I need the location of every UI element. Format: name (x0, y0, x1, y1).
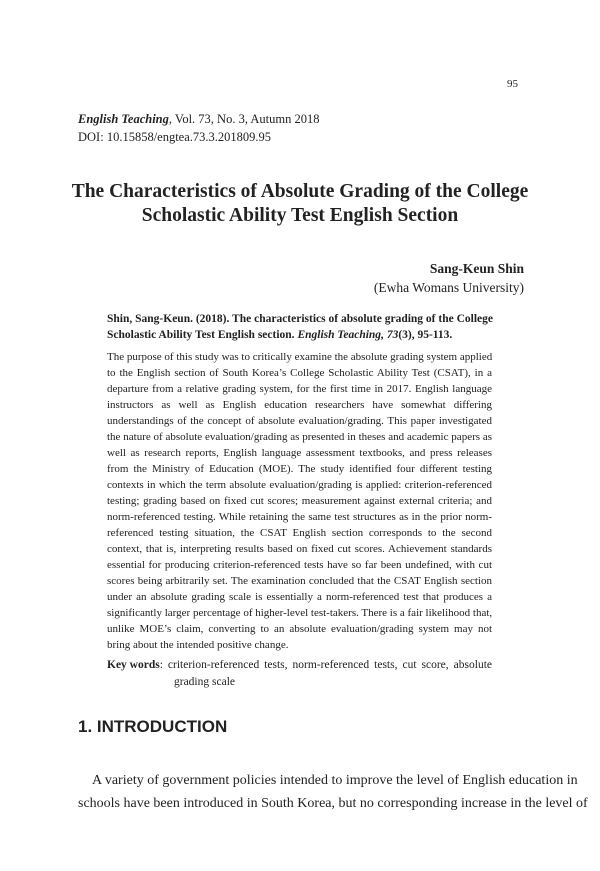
keywords-label: Key words (107, 659, 160, 671)
abstract-line: to the English section of South Korea’s College Scholastic Ability Test (CSAT), in a (107, 367, 492, 379)
author-affiliation: (Ewha Womans University) (373, 280, 524, 295)
keywords-row (107, 657, 492, 674)
abstract-line: unlike MOE’s claim, converting to an absolute evaluation/grading system may not (107, 623, 492, 635)
title-line: The Characteristics of Absolute Grading of the College (71, 181, 529, 202)
abstract-line: departure from a relative grading system, for the first time in 2017. English language (107, 383, 492, 395)
abstract-line: testing; grading based on fixed cut scores; measurement against external criteria; and (107, 495, 492, 507)
abstract-line: essential for producing criterion-referenced tests have so far been undefined, with cut (107, 559, 492, 571)
citation-journal: English Teaching (297, 329, 382, 341)
body-line: schools have been introduced in South Korea, but no corresponding increase in the level of (78, 796, 588, 811)
abstract-body (107, 349, 492, 653)
citation-issue-pages: (3), 95-113. (398, 329, 453, 341)
abstract (107, 311, 492, 653)
journal-volume-info: , Vol. 73, No. 3, Autumn 2018 (168, 112, 320, 126)
abstract-line: bring about the intended positive change. (107, 639, 289, 651)
abstract-line: context, that is, interpreting results based on fixed cut scores. Achievement standards (107, 543, 492, 555)
abstract-line: scores being arbitrarily set. The examination concluded that the CSAT English section (107, 575, 492, 587)
paper-title (60, 180, 540, 228)
citation-volume: , 73 (381, 329, 399, 341)
abstract-line: referenced testing situation, the CSAT English section corresponds to the second (107, 527, 492, 539)
citation-line (107, 327, 492, 343)
keywords-line: grading scale (174, 676, 235, 688)
abstract-line: contexts in which the term absolute evaluation/grading is applied: criterion-referenced (107, 479, 492, 491)
abstract-line: The purpose of this study was to critically examine the absolute grading system applied (107, 351, 493, 363)
abstract-line: under an absolute grading scale is essentially a norm-referenced test that produces a (107, 591, 492, 603)
citation-line: Shin, Sang-Keun. (2018). The characteristics of absolute grading of the College (107, 313, 493, 325)
abstract-line: from the Ministry of Education (MOE). The study identified four different testing (107, 463, 492, 475)
abstract-line: understandings of the concept of absolute evaluation/grading. This paper investigated (107, 415, 492, 427)
page-number: 95 (507, 78, 518, 90)
keywords (107, 657, 492, 691)
section-heading: 1. INTRODUCTION (78, 717, 228, 736)
doi: DOI: 10.15858/engtea.73.3.201809.95 (78, 130, 272, 144)
body-line: A variety of government policies intended to improve the level of English education in (92, 773, 578, 788)
journal-citation-line (78, 110, 320, 128)
journal-info (78, 110, 320, 146)
citation (107, 311, 492, 343)
journal-name: English Teaching (78, 112, 169, 126)
abstract-line: norm-referenced testing. While retaining the same test structures as in the prior norm- (107, 511, 492, 523)
keywords-line: : criterion-referenced tests, norm-referenced tests, cut score, absolute (159, 659, 492, 671)
abstract-line: significantly larger percentage of higher-level test-takers. There is a fair likelihood that, (107, 607, 493, 619)
abstract-line: the nature of absolute evaluation/grading as presented in theses and academic papers as (107, 431, 492, 443)
author-name: Sang-Keun Shin (429, 261, 524, 276)
citation-title-end: Scholastic Ability Test English section. (107, 329, 298, 341)
body-text (78, 769, 588, 815)
abstract-line: well as research reports, English language assessment textbooks, and press releases (107, 447, 492, 459)
title-line: Scholastic Ability Test English Section (141, 205, 459, 226)
abstract-line: instructors as well as English education researchers have somewhat differing (107, 399, 492, 411)
author-block (374, 259, 524, 297)
